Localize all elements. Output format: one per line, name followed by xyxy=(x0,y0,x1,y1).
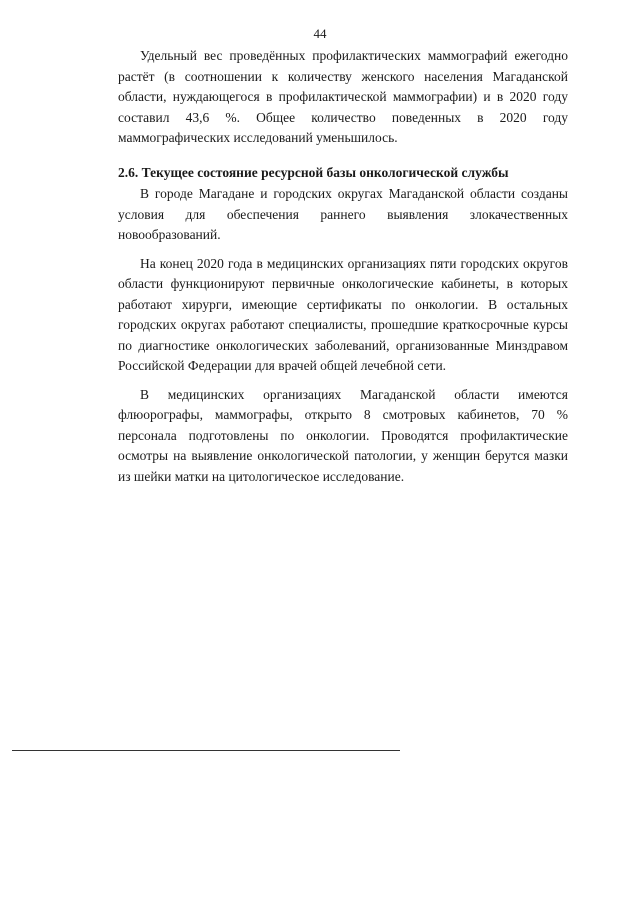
paragraph-mammography-share: Удельный вес проведённых профилактических маммографий ежегодно растёт (в соотношении к количеству женского населения Магаданской области, нуждающегося в профилактической маммографии) и в 2020 году составил 43,6 %. Общее количество поведенных в 2020 году маммографических исследований уменьшилось. xyxy=(118,48,568,145)
page-number: 44 xyxy=(313,26,327,41)
footnote-separator xyxy=(12,750,400,751)
paragraph-equipment: В медицинских организациях Магаданской области имеются флюорографы, маммографы, открыто 8 смотровых кабинетов, 70 % персонала подготовлены по онкологии. Проводятся профилактические осмотры на выявление онкологической патологии, у женщин берутся мазки из шейки матки на цитологическое исследование. xyxy=(118,386,568,484)
document-body xyxy=(118,46,568,487)
paragraph-early-detection: В городе Магадане и городских округах Магаданской области созданы условия для обеспечения раннего выявления злокачественных новообразований. xyxy=(118,186,568,242)
section-heading: 2.6. Текущее состояние ресурсной базы онкологической службы xyxy=(118,164,509,180)
paragraph-oncology-offices: На конец 2020 года в медицинских организациях пяти городских округов области функционируют первичные онкологические кабинеты, в которых работают хирурги, имеющие сертификаты по онкологии. В остальных городских округах работают специалисты, прошедшие краткосрочные курсы по диагностике онкологических заболеваний, организованные Минздравом Российской Федерации для врачей общей лечебной сети. xyxy=(118,255,568,373)
